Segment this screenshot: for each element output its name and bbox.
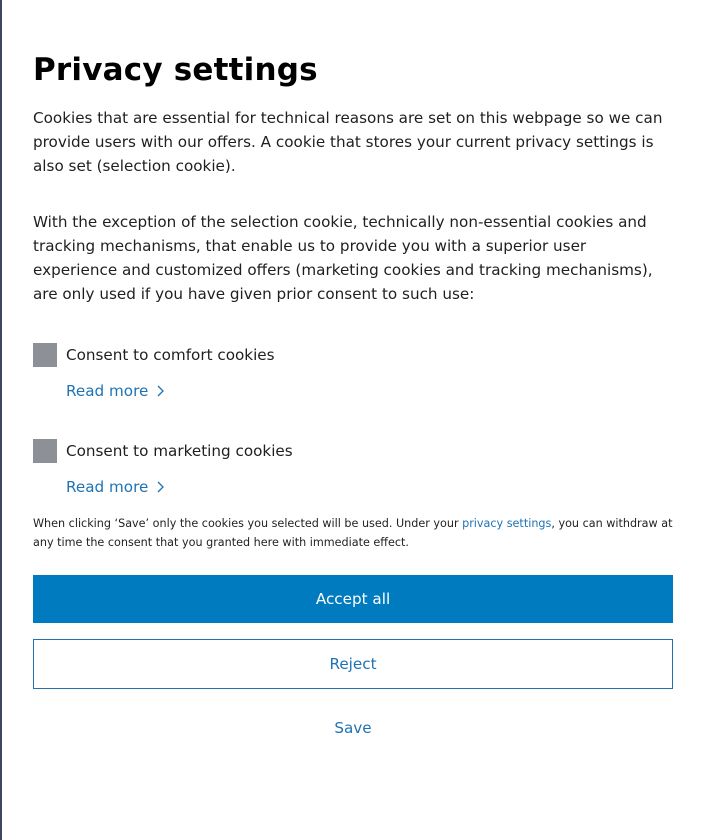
- save-note-text-after: , you can withdraw at any time the consent that you granted here with immediate effect.: [33, 517, 673, 549]
- save-note: [33, 514, 673, 552]
- privacy-settings-link[interactable]: privacy settings: [462, 517, 552, 530]
- marketing-read-more-link[interactable]: [66, 475, 165, 499]
- left-edge-divider: [0, 0, 2, 840]
- read-more-label: Read more: [66, 382, 149, 400]
- consent-comfort-row: [33, 343, 275, 367]
- marketing-cookies-checkbox[interactable]: [33, 439, 57, 463]
- chevron-right-icon: [156, 481, 165, 493]
- save-note-text-before: When clicking ‘Save’ only the cookies you selected will be used. Under your: [33, 517, 463, 530]
- intro-paragraph: Cookies that are essential for technical reasons are set on this webpage so we can provide users with our offers. A cookie that stores your current privacy settings is also set (selection cookie).: [33, 109, 663, 175]
- marketing-cookies-label[interactable]: Consent to marketing cookies: [66, 442, 293, 460]
- comfort-cookies-label[interactable]: Consent to comfort cookies: [66, 346, 275, 364]
- reject-button[interactable]: Reject: [33, 639, 673, 689]
- accept-all-button[interactable]: Accept all: [33, 575, 673, 623]
- consent-marketing-row: [33, 439, 293, 463]
- privacy-settings-dialog: [33, 0, 673, 840]
- chevron-right-icon: [156, 385, 165, 397]
- page-title: Privacy settings: [33, 52, 318, 88]
- consent-paragraph: With the exception of the selection cookie, technically non-essential cookies and tracking mechanisms, that enable us to provide you with a superior user experience and customized offers (marketing cookies and tracking mechanisms), are only used if you have given prior consent to such use:: [33, 213, 653, 303]
- read-more-label: Read more: [66, 478, 149, 496]
- comfort-cookies-checkbox[interactable]: [33, 343, 57, 367]
- save-button[interactable]: Save: [33, 704, 673, 752]
- comfort-read-more-link[interactable]: [66, 379, 165, 403]
